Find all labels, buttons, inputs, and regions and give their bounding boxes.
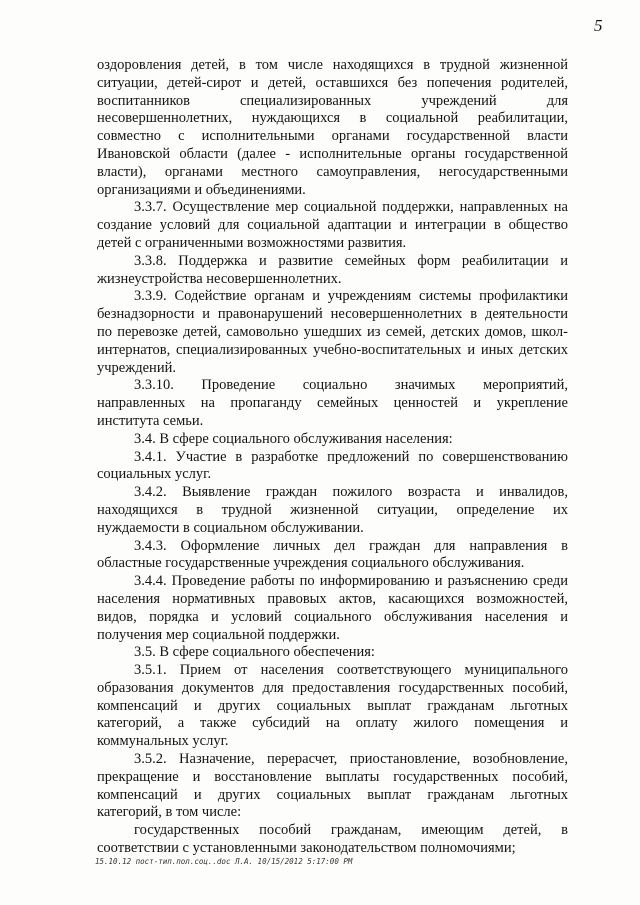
paragraph [97, 253, 568, 289]
paragraph [97, 538, 568, 574]
text-line: 3.5.2. Назначение, перерасчет, приостановление, возобновление, [134, 751, 568, 768]
text-line: 3.4.4. Проведение работы по информированию и разъяснению среди [134, 573, 568, 590]
text-line: по перевозке детей, самовольно ушедших из семей, детских домов, школ- [97, 323, 568, 340]
text-line: власти), органами местного самоуправления, негосударственными [97, 163, 568, 180]
document-footer: 15.10.12 пост-тип.пол.соц..doc Л.А. 10/15/2012 5:17:00 PM [95, 857, 353, 866]
text-line: несовершеннолетних, нуждающихся в социальной реабилитации, [97, 110, 568, 127]
text-line: 3.4. В сфере социального обслуживания населения: [134, 430, 453, 447]
paragraph [97, 822, 568, 858]
text-line: 3.3.7. Осуществление мер социальной поддержки, направленных на [134, 199, 568, 216]
text-line: учреждений. [97, 359, 176, 376]
text-line: социальных услуг. [97, 466, 212, 483]
text-line: 3.4.1. Участие в разработке предложений по совершенствованию [134, 448, 568, 465]
text-line: Ивановской области (далее - исполнительные органы государственной [97, 145, 568, 162]
text-line: получения мер социальной поддержки. [97, 626, 340, 643]
text-line: совместно с исполнительными органами государственной власти [97, 128, 568, 145]
paragraph [97, 288, 568, 377]
text-line: коммунальных услуг. [97, 733, 229, 750]
text-line: оздоровления детей, в том числе находящихся в трудной жизненной [97, 57, 568, 73]
text-line: областные государственные учреждения социального обслуживания. [97, 555, 525, 572]
text-line: направленных на пропаганду семейных ценностей и укрепление [97, 395, 568, 412]
text-line: образования документов для предоставления государственных пособий, [97, 679, 568, 696]
text-line: компенсаций и других социальных выплат гражданам льготных [97, 786, 568, 803]
text-line: воспитанников специализированных учреждений для [97, 92, 568, 109]
paragraph [97, 573, 568, 644]
text-line: 3.3.8. Поддержка и развитие семейных форм реабилитации и [134, 252, 568, 269]
text-line: 3.3.10. Проведение социально значимых мероприятий, [134, 377, 568, 394]
paragraph [97, 662, 568, 751]
paragraph [97, 57, 568, 199]
text-line: категорий, а также субсидий на оплату жилого помещения и [97, 715, 568, 732]
text-line: организациями и объединениями. [97, 181, 306, 198]
text-line: соответствии с установленными законодательством полномочиями; [97, 840, 516, 857]
text-line: 3.5.1. Прием от населения соответствующего муниципального [134, 662, 568, 679]
text-line: безнадзорности и правонарушений несовершеннолетних в деятельности [97, 306, 568, 323]
text-line: компенсаций и других социальных выплат гражданам льготных [97, 697, 568, 714]
paragraph [97, 449, 568, 485]
text-line: находящихся в трудной жизненной ситуации, определение их [97, 501, 568, 518]
page-number: 5 [594, 16, 603, 35]
paragraph [97, 377, 568, 430]
document-body [97, 57, 568, 858]
text-line: жизнеустройства несовершеннолетних. [97, 270, 342, 287]
text-line: детей с ограниченными возможностями развития. [97, 234, 407, 251]
text-line: создание условий для социальной адаптации и интеграции в общество [97, 217, 568, 234]
text-line: нуждаемости в социальном обслуживании. [97, 519, 364, 536]
text-line: прекращение и восстановление выплаты государственных пособий, [97, 768, 568, 785]
text-line: 3.4.3. Оформление личных дел граждан для направления в [134, 537, 568, 554]
text-line: 3.3.9. Содействие органам и учреждениям системы профилактики [134, 288, 568, 305]
text-line: государственных пособий гражданам, имеющим детей, в [134, 822, 568, 839]
paragraph [97, 199, 568, 252]
text-line: категорий, в том числе: [97, 804, 242, 821]
text-line: 3.5. В сфере социального обеспечения: [134, 644, 375, 661]
paragraph [97, 484, 568, 537]
paragraph [97, 431, 568, 449]
text-line: 3.4.2. Выявление граждан пожилого возраста и инвалидов, [134, 484, 568, 501]
text-line: ситуации, детей-сирот и детей, оставшихся без попечения родителей, [97, 74, 568, 91]
paragraph [97, 644, 568, 662]
text-line: института семьи. [97, 412, 204, 429]
text-line: населения нормативных правовых актов, касающихся возможностей, [97, 590, 568, 607]
text-line: интернатов, специализированных учебно-воспитательных и иных детских [97, 341, 568, 358]
text-line: видов, порядка и условий социального обслуживания населения и [97, 608, 568, 625]
paragraph [97, 751, 568, 822]
